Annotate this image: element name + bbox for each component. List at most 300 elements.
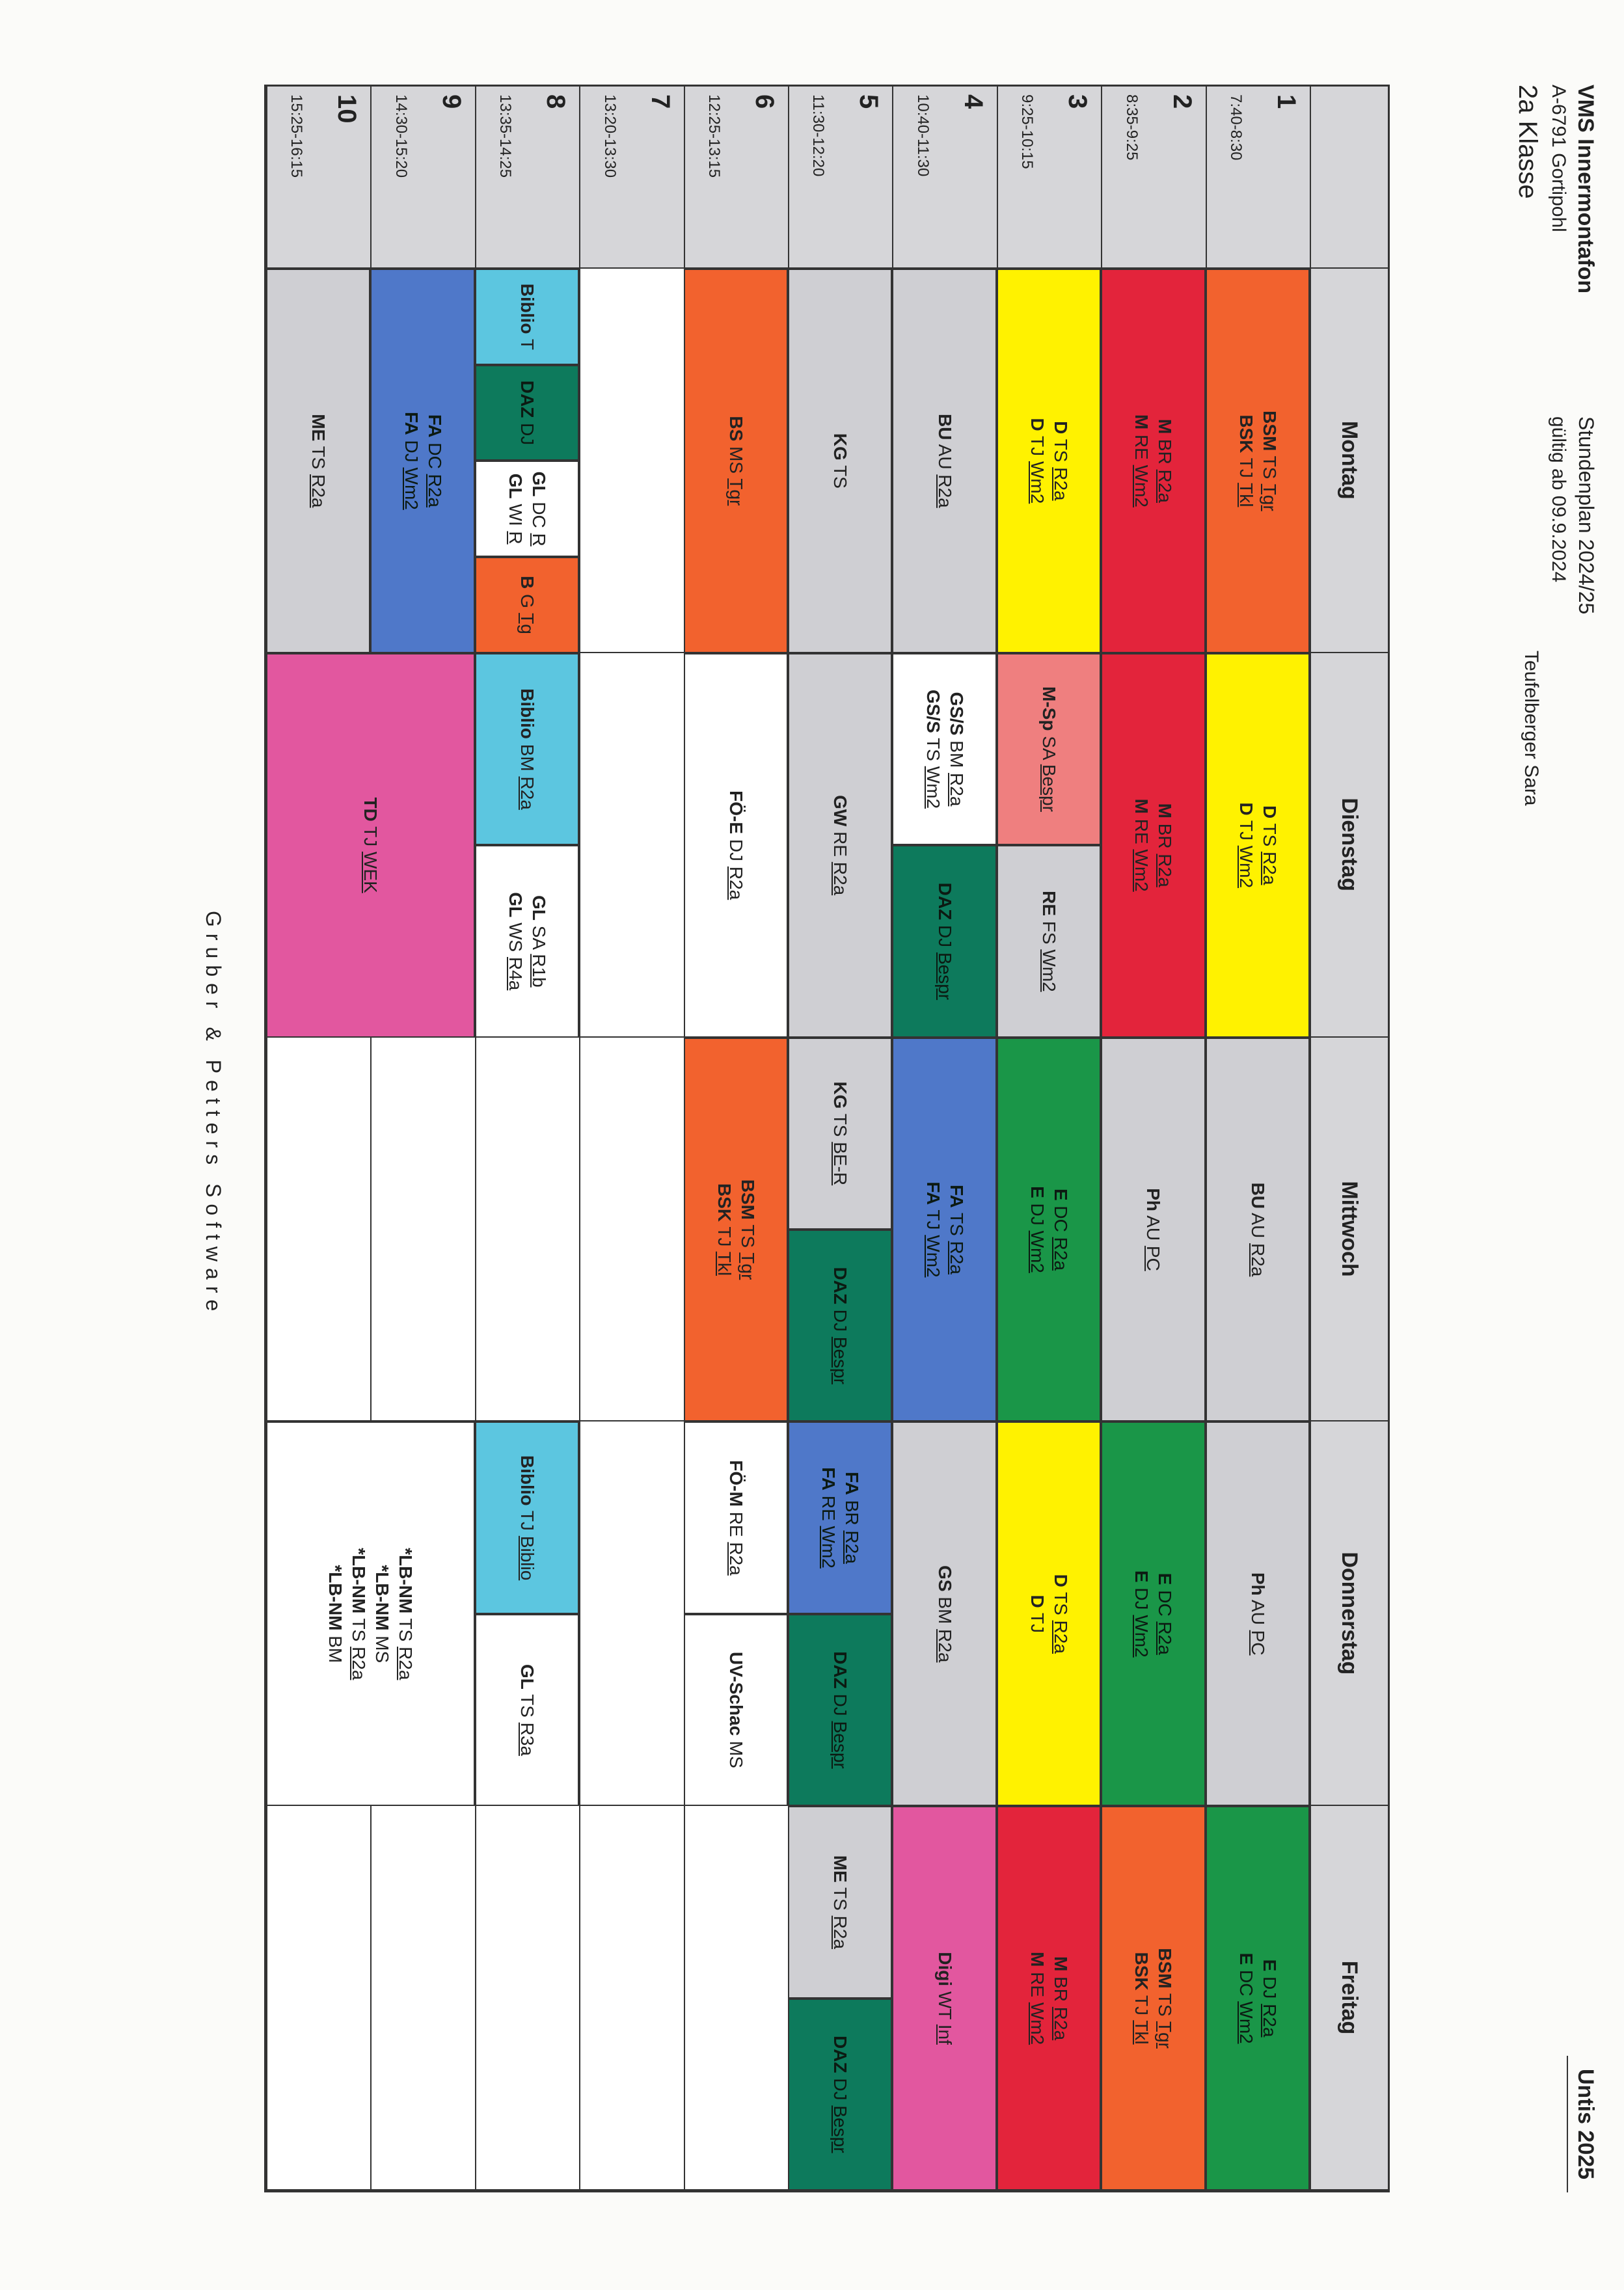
lesson-subject: M bbox=[1051, 1956, 1072, 1972]
lesson-teacher: DC bbox=[529, 502, 550, 528]
period-5 bbox=[788, 87, 892, 269]
lesson-teacher: MS bbox=[725, 1740, 746, 1768]
day-header-mittwoch: Mittwoch bbox=[1310, 1038, 1388, 1422]
lesson-teacher: TS bbox=[830, 1113, 851, 1137]
lesson-subject: GS/S bbox=[946, 692, 967, 736]
lesson-block bbox=[475, 653, 579, 845]
lesson-room: WEK bbox=[360, 852, 381, 893]
lesson-teacher: DC bbox=[1051, 1206, 1072, 1232]
lesson-room: R2a bbox=[1051, 1237, 1072, 1271]
lesson-line bbox=[1246, 1572, 1269, 1656]
lesson-line bbox=[515, 1664, 539, 1756]
lesson-teacher: TS bbox=[308, 446, 329, 470]
lesson-block bbox=[475, 1614, 579, 1806]
lesson-subject: *LB-NM bbox=[325, 1565, 346, 1631]
lesson-subject: *LB-NM bbox=[372, 1565, 393, 1631]
lesson-line bbox=[724, 790, 748, 900]
empty-slot bbox=[370, 1806, 474, 2190]
lesson-room: Tgr bbox=[1259, 483, 1280, 511]
lesson-subject: GS bbox=[934, 1565, 955, 1592]
lesson-room: R2a bbox=[424, 474, 445, 507]
day-header-donnerstag: Donnerstag bbox=[1310, 1421, 1388, 1806]
lesson-subject: BS bbox=[725, 416, 746, 442]
lesson-block bbox=[788, 269, 892, 653]
lesson-teacher: RE bbox=[1131, 818, 1152, 844]
lesson-subject: M bbox=[1027, 1952, 1048, 1967]
lesson-line bbox=[828, 1855, 852, 1949]
lesson-room: R2a bbox=[1259, 2004, 1280, 2038]
lesson-room: R2a bbox=[1051, 467, 1072, 501]
lesson-teacher: AU bbox=[1247, 1213, 1268, 1239]
period-time: 13:35-14:25 bbox=[496, 94, 515, 178]
lesson-teacher: TS bbox=[830, 465, 851, 489]
lesson-room: Wm2 bbox=[1027, 1230, 1048, 1273]
lesson-block bbox=[788, 1806, 892, 1998]
lesson-line bbox=[724, 416, 748, 505]
lesson-line bbox=[945, 1185, 968, 1274]
lesson-block bbox=[1101, 653, 1205, 1038]
untis-version: Untis 2025 bbox=[1573, 2069, 1598, 2180]
lesson-teacher: BM bbox=[946, 740, 967, 768]
lesson-line bbox=[1037, 891, 1061, 992]
lesson-line bbox=[1246, 1183, 1269, 1277]
lesson-room: Bespr bbox=[830, 1336, 851, 1384]
period-number: 3 bbox=[1063, 94, 1092, 109]
lesson-line bbox=[828, 2036, 852, 2153]
lesson-room: Wm2 bbox=[1236, 2001, 1256, 2044]
lesson-line bbox=[1234, 414, 1258, 507]
period-1 bbox=[1206, 87, 1310, 269]
lesson-room: Tkl bbox=[1131, 2020, 1152, 2045]
lesson-subject: BU bbox=[934, 414, 955, 440]
lesson-subject: DAZ bbox=[517, 380, 538, 418]
lesson-line bbox=[1130, 1952, 1153, 2045]
period-number: 2 bbox=[1167, 94, 1197, 109]
period-time: 9:25-10:15 bbox=[1018, 94, 1036, 169]
lesson-subject: E bbox=[1155, 1572, 1176, 1585]
lesson-block bbox=[684, 269, 788, 653]
lesson-teacher: DJ bbox=[1027, 1203, 1048, 1226]
lesson-block bbox=[892, 269, 996, 653]
lesson-subject: M-Sp bbox=[1039, 686, 1060, 731]
lesson-line bbox=[1025, 418, 1049, 504]
lesson-block bbox=[1101, 1806, 1205, 2190]
lesson-teacher: SA bbox=[1039, 736, 1060, 760]
lesson-teacher: DJ bbox=[1131, 1587, 1152, 1610]
lesson-room: Wm2 bbox=[1027, 2002, 1048, 2045]
period-4 bbox=[892, 87, 996, 269]
lesson-subject: GL bbox=[506, 473, 526, 499]
lesson-block bbox=[1206, 269, 1310, 653]
lesson-teacher: BM bbox=[517, 744, 538, 772]
lesson-line bbox=[1025, 1595, 1049, 1633]
period-time: 14:30-15:20 bbox=[392, 94, 410, 178]
lesson-teacher: TJ bbox=[714, 1226, 735, 1247]
lesson-line bbox=[359, 798, 382, 893]
lesson-room: Tg bbox=[517, 613, 538, 634]
lesson-room: R2a bbox=[946, 1241, 967, 1274]
lesson-subject: M bbox=[1155, 418, 1176, 435]
lesson-room: R2a bbox=[396, 1647, 416, 1680]
period-number: 8 bbox=[541, 94, 571, 109]
lesson-room: BE-R bbox=[830, 1142, 851, 1186]
lesson-line bbox=[527, 472, 550, 546]
lesson-block bbox=[475, 461, 579, 557]
lesson-subject: E bbox=[1259, 1959, 1280, 1972]
lesson-block bbox=[997, 269, 1101, 653]
lesson-line bbox=[817, 1467, 840, 1569]
lesson-subject: BSM bbox=[737, 1179, 758, 1220]
lesson-block bbox=[1101, 1421, 1205, 1806]
lesson-room: Tgr bbox=[737, 1252, 758, 1280]
teacher-name: Teufelberger Sara bbox=[1521, 651, 1542, 806]
lesson-subject: E bbox=[1236, 1952, 1256, 1965]
lesson-block bbox=[892, 1806, 996, 2190]
empty-slot bbox=[579, 1806, 683, 2190]
lesson-line bbox=[1234, 1953, 1258, 2044]
lesson-subject: Ph bbox=[1247, 1572, 1268, 1596]
lesson-room: Bespr bbox=[934, 952, 955, 1001]
lesson-teacher: DJ bbox=[830, 2078, 851, 2101]
empty-slot bbox=[370, 1038, 474, 1422]
lesson-block bbox=[997, 1038, 1101, 1422]
lesson-block bbox=[997, 845, 1101, 1037]
lesson-room: Tkl bbox=[714, 1251, 735, 1276]
lesson-block bbox=[788, 1038, 892, 1230]
lesson-line bbox=[933, 1565, 956, 1662]
lesson-subject: Ph bbox=[1143, 1188, 1164, 1211]
lesson-subject: ME bbox=[308, 414, 329, 442]
period-time: 11:30-12:20 bbox=[809, 94, 828, 177]
period-8 bbox=[475, 87, 579, 269]
lesson-line bbox=[933, 883, 956, 1001]
lesson-teacher: TJ bbox=[1027, 1612, 1048, 1634]
lesson-room: R2a bbox=[1155, 469, 1176, 503]
lesson-block bbox=[475, 365, 579, 461]
lesson-line bbox=[828, 433, 852, 489]
lesson-room: Tgr bbox=[1155, 2021, 1176, 2049]
empty-slot bbox=[475, 1806, 579, 2190]
lesson-block bbox=[266, 653, 475, 1038]
lesson-block bbox=[475, 557, 579, 653]
lesson-line bbox=[1130, 414, 1153, 507]
period-6 bbox=[684, 87, 788, 269]
lesson-line bbox=[515, 688, 539, 810]
lesson-subject: Biblio bbox=[517, 283, 538, 334]
lesson-line bbox=[933, 414, 956, 508]
lesson-room: Tkl bbox=[1236, 483, 1256, 507]
lesson-block bbox=[684, 1421, 788, 1613]
lesson-subject: FA bbox=[842, 1472, 863, 1496]
period-time: 13:20-13:30 bbox=[601, 94, 619, 178]
lesson-line bbox=[1141, 1188, 1165, 1271]
empty-slot bbox=[266, 1806, 370, 2190]
lesson-subject: FÖ-M bbox=[725, 1460, 746, 1507]
empty-slot bbox=[266, 1038, 370, 1422]
lesson-block bbox=[1206, 1806, 1310, 2190]
lesson-subject: KG bbox=[830, 1081, 851, 1109]
lesson-subject: BU bbox=[1247, 1182, 1268, 1209]
lesson-block bbox=[1101, 269, 1205, 653]
lesson-block bbox=[475, 1421, 579, 1613]
lesson-subject: KG bbox=[830, 433, 851, 461]
lesson-block bbox=[997, 1806, 1101, 2190]
lesson-subject: FA bbox=[923, 1181, 943, 1206]
lesson-teacher: DC bbox=[1155, 1590, 1176, 1617]
lesson-teacher: WS bbox=[506, 923, 526, 952]
lesson-room: R2a bbox=[946, 773, 967, 807]
lesson-block bbox=[684, 1038, 788, 1422]
lesson-block bbox=[266, 1421, 475, 1806]
lesson-room: R3a bbox=[517, 1722, 538, 1757]
lesson-block bbox=[1206, 1421, 1310, 1806]
lesson-subject: D bbox=[1051, 421, 1072, 435]
lesson-room: Wm2 bbox=[923, 1235, 943, 1278]
lesson-block bbox=[475, 269, 579, 365]
lesson-line bbox=[828, 1081, 852, 1185]
lesson-teacher: TS bbox=[946, 1213, 967, 1236]
lesson-teacher: DJ bbox=[517, 423, 538, 446]
lesson-line bbox=[504, 892, 527, 990]
lesson-subject: BSM bbox=[1259, 411, 1280, 451]
timetable-grid bbox=[264, 85, 1390, 2192]
lesson-subject: DAZ bbox=[830, 2036, 851, 2073]
lesson-teacher: BM bbox=[325, 1636, 346, 1664]
period-time: 10:40-11:30 bbox=[914, 94, 932, 177]
lesson-subject: D bbox=[1259, 805, 1280, 819]
lesson-line bbox=[323, 1565, 347, 1663]
lesson-teacher: TS bbox=[1051, 438, 1072, 463]
class-name: 2a Klasse bbox=[1513, 85, 1542, 199]
period-time: 15:25-16:15 bbox=[288, 94, 306, 178]
period-time: 8:35-9:25 bbox=[1122, 94, 1141, 161]
lesson-subject: UV-Schac bbox=[725, 1652, 746, 1736]
lesson-room: Wm2 bbox=[1039, 949, 1060, 992]
lesson-room: R2a bbox=[934, 1629, 955, 1663]
lesson-teacher: TS bbox=[1259, 455, 1280, 479]
lesson-teacher: DJ bbox=[830, 1309, 851, 1332]
lesson-block bbox=[1206, 1038, 1310, 1422]
lesson-block bbox=[266, 269, 370, 653]
lesson-room: R2a bbox=[1247, 1243, 1268, 1277]
lesson-subject: Biblio bbox=[517, 688, 538, 739]
lesson-room: R2a bbox=[830, 861, 851, 896]
lesson-line bbox=[1049, 1189, 1072, 1271]
empty-slot bbox=[579, 1421, 683, 1806]
lesson-room: R2a bbox=[349, 1647, 370, 1680]
lesson-subject: M bbox=[1131, 414, 1152, 430]
lesson-teacher: DJ bbox=[401, 440, 422, 463]
lesson-subject: TD bbox=[360, 797, 381, 822]
lesson-teacher: RE bbox=[1027, 1972, 1048, 1998]
lesson-teacher: DJ bbox=[1259, 1976, 1280, 1999]
period-3 bbox=[997, 87, 1101, 269]
lesson-room: Wm2 bbox=[1027, 461, 1048, 504]
lesson-line bbox=[1258, 411, 1281, 511]
lesson-subject: GL bbox=[517, 1664, 538, 1690]
lesson-block bbox=[1206, 653, 1310, 1038]
lesson-room: Bespr bbox=[1039, 764, 1060, 812]
lesson-line bbox=[1049, 421, 1072, 500]
lesson-block bbox=[892, 845, 996, 1037]
lesson-block bbox=[892, 653, 996, 845]
lesson-block bbox=[997, 653, 1101, 845]
lesson-block bbox=[788, 1614, 892, 1806]
lesson-line bbox=[306, 414, 330, 507]
lesson-subject: BSK bbox=[1131, 1952, 1152, 1991]
lesson-block bbox=[788, 653, 892, 1038]
lesson-block bbox=[892, 1038, 996, 1422]
lesson-line bbox=[527, 895, 550, 988]
lesson-teacher: SA bbox=[529, 925, 550, 949]
period-9 bbox=[370, 87, 474, 269]
lesson-subject: GL bbox=[529, 895, 550, 921]
lesson-subject: RE bbox=[1039, 891, 1060, 916]
lesson-teacher: DJ bbox=[934, 924, 955, 948]
lesson-block bbox=[370, 269, 474, 653]
period-time: 7:40-8:30 bbox=[1227, 94, 1245, 161]
lesson-line bbox=[1130, 1570, 1153, 1658]
lesson-line bbox=[504, 474, 527, 545]
lesson-teacher: BR bbox=[1155, 823, 1176, 849]
lesson-block bbox=[788, 1230, 892, 1421]
lesson-room: Wm2 bbox=[1236, 845, 1256, 889]
lesson-teacher: TS bbox=[830, 1887, 851, 1911]
empty-slot bbox=[579, 1038, 683, 1422]
lesson-teacher: TJ bbox=[1236, 457, 1256, 478]
lesson-room: Biblio bbox=[517, 1535, 538, 1581]
lesson-teacher: BR bbox=[842, 1500, 863, 1526]
lesson-block bbox=[684, 1614, 788, 1806]
lesson-subject: D bbox=[1027, 1595, 1048, 1608]
lesson-line bbox=[515, 284, 539, 350]
lesson-block bbox=[892, 1421, 996, 1806]
lesson-room: R2a bbox=[517, 776, 538, 810]
lesson-teacher: TS bbox=[1259, 823, 1280, 847]
lesson-subject: D bbox=[1236, 802, 1256, 816]
lesson-line bbox=[945, 692, 968, 807]
lesson-room: R2a bbox=[1155, 1621, 1176, 1655]
lesson-teacher: WI bbox=[506, 504, 526, 526]
lesson-teacher: TJ bbox=[923, 1209, 943, 1230]
lesson-room: R bbox=[506, 531, 526, 545]
lesson-room: Wm2 bbox=[923, 766, 943, 809]
lesson-teacher: TS bbox=[396, 1618, 416, 1642]
lesson-subject: M bbox=[1131, 798, 1152, 814]
lesson-line bbox=[712, 1183, 736, 1276]
lesson-room: R1b bbox=[529, 954, 550, 988]
lesson-subject: FA bbox=[946, 1184, 967, 1208]
lesson-teacher: DJ bbox=[830, 1693, 851, 1716]
lesson-room: R2a bbox=[725, 1542, 746, 1576]
lesson-line bbox=[423, 414, 446, 507]
lesson-room: Wm2 bbox=[1131, 1615, 1152, 1658]
lesson-line bbox=[828, 1267, 852, 1384]
lesson-teacher: FS bbox=[1039, 921, 1060, 945]
lesson-subject: BSM bbox=[1155, 1948, 1176, 1989]
lesson-block bbox=[684, 653, 788, 1038]
lesson-teacher: TJ bbox=[360, 826, 381, 847]
lesson-subject: E bbox=[1131, 1570, 1152, 1583]
lesson-teacher: TS bbox=[923, 738, 943, 761]
period-10 bbox=[266, 87, 370, 269]
lesson-block bbox=[1101, 1038, 1205, 1422]
lesson-line bbox=[724, 1652, 748, 1768]
lesson-room: R2a bbox=[1259, 852, 1280, 885]
lesson-subject: FA bbox=[819, 1467, 839, 1491]
lesson-room: Wm2 bbox=[819, 1526, 839, 1569]
lesson-line bbox=[1153, 803, 1176, 887]
lesson-teacher: TJ bbox=[1236, 820, 1256, 841]
lesson-line bbox=[1153, 1573, 1176, 1655]
lesson-room: Bespr bbox=[830, 1721, 851, 1769]
lesson-line bbox=[370, 1565, 394, 1663]
lesson-room: Bespr bbox=[830, 2105, 851, 2153]
period-number: 4 bbox=[958, 94, 988, 109]
lesson-teacher: RE bbox=[725, 1511, 746, 1537]
lesson-room: R2a bbox=[830, 1915, 851, 1949]
lesson-line bbox=[1258, 805, 1281, 885]
lesson-line bbox=[399, 412, 423, 510]
lesson-line bbox=[724, 1460, 748, 1575]
lesson-room: R4a bbox=[506, 956, 526, 991]
lesson-line bbox=[1234, 802, 1258, 888]
lesson-teacher: RE bbox=[1131, 434, 1152, 460]
lesson-teacher: AU bbox=[934, 444, 955, 470]
lesson-line bbox=[1025, 1952, 1049, 2045]
period-number: 6 bbox=[750, 94, 779, 109]
lesson-teacher: TJ bbox=[517, 1510, 538, 1531]
period-number: 1 bbox=[1272, 94, 1301, 109]
lesson-teacher: WT bbox=[934, 1991, 955, 2019]
lesson-subject: GL bbox=[529, 471, 550, 497]
lesson-line bbox=[515, 576, 539, 634]
lesson-line bbox=[828, 795, 852, 895]
plan-title: Stundenplan 2024/25 bbox=[1575, 416, 1598, 615]
lesson-line bbox=[515, 1455, 539, 1580]
lesson-line bbox=[840, 1472, 863, 1564]
empty-slot bbox=[684, 1806, 788, 2190]
grid-corner bbox=[1310, 87, 1388, 269]
lesson-block bbox=[997, 1421, 1101, 1806]
lesson-room: R2a bbox=[934, 474, 955, 508]
lesson-teacher: AU bbox=[1247, 1600, 1268, 1625]
lesson-room: R2a bbox=[1051, 2006, 1072, 2041]
lesson-teacher: TS bbox=[517, 1694, 538, 1717]
lesson-teacher: BR bbox=[1155, 438, 1176, 465]
lesson-room: R2a bbox=[308, 474, 329, 508]
lesson-subject: GS/S bbox=[923, 689, 943, 733]
lesson-line bbox=[347, 1548, 370, 1680]
lesson-line bbox=[394, 1548, 417, 1680]
empty-slot bbox=[579, 269, 683, 653]
lesson-teacher: RE bbox=[830, 831, 851, 857]
lesson-subject: DAZ bbox=[830, 1651, 851, 1689]
lesson-line bbox=[921, 690, 945, 809]
period-number: 10 bbox=[332, 94, 362, 124]
lesson-teacher: RE bbox=[819, 1495, 839, 1521]
lesson-subject: D bbox=[1027, 418, 1048, 431]
lesson-block bbox=[788, 1999, 892, 2190]
lesson-room: Inf bbox=[934, 2024, 955, 2045]
day-header-montag: Montag bbox=[1310, 269, 1388, 653]
lesson-subject: E bbox=[1027, 1186, 1048, 1198]
lesson-line bbox=[1037, 686, 1061, 812]
lesson-room: R2a bbox=[842, 1530, 863, 1564]
lesson-teacher: DJ bbox=[725, 839, 746, 862]
lesson-subject: FÖ-E bbox=[725, 790, 746, 835]
lesson-teacher: TS bbox=[349, 1618, 370, 1642]
